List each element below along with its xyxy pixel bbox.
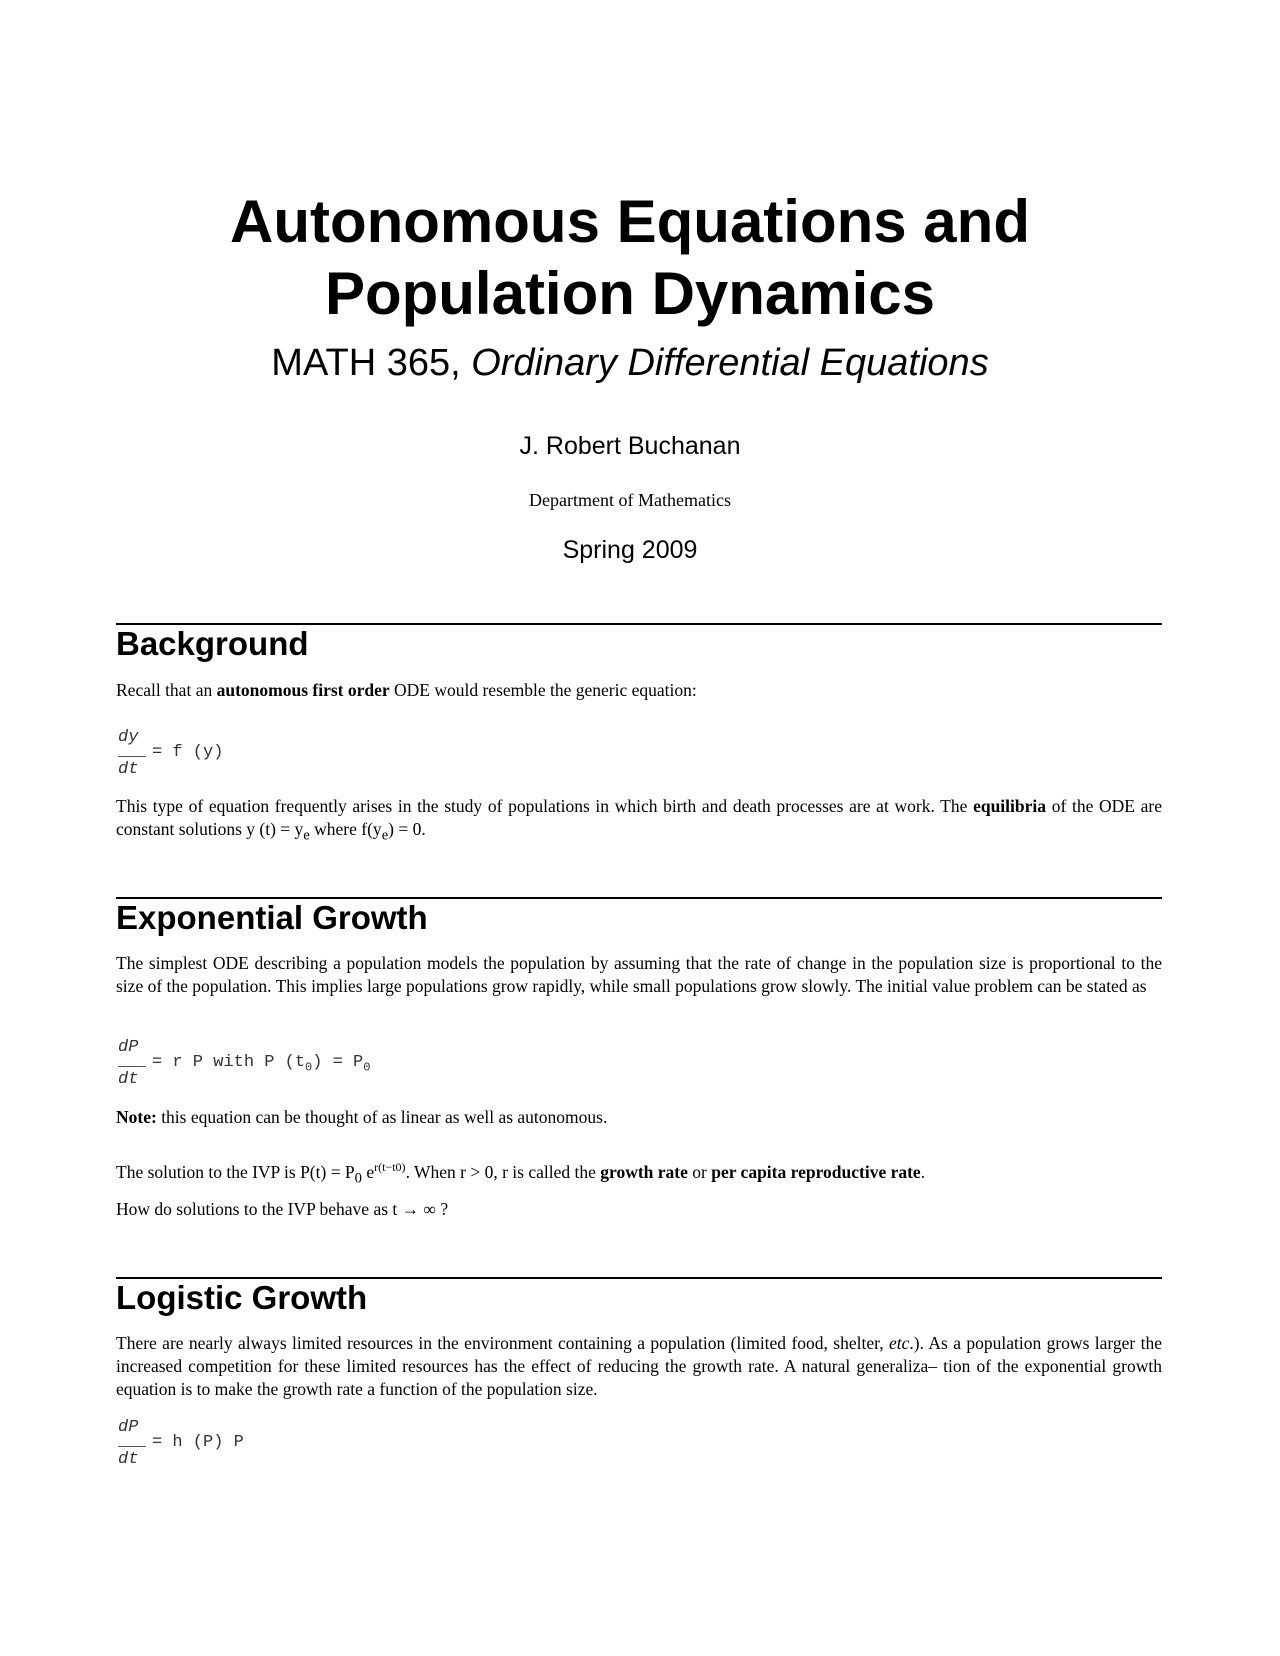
eq-numerator: dP [118,1418,139,1437]
exponential-note: Note: this equation can be thought of as linear as well as autonomous. [116,1107,608,1127]
exponential-question: How do solutions to the IVP behave as t → ∞ ? [116,1199,449,1219]
eq-rhs: = h (P) P [152,1433,244,1452]
note-label: Note: [116,1107,157,1127]
page-title [0,186,1260,330]
background-body: This type of equation frequently arises in the study of populations in which birth and death processes are at work. The equilibria of the ODE are constant solutions y $(t) = y_e$ where $f(y_e) = 0$. [116,796,1163,844]
eq-numerator: dP [118,1038,139,1057]
course-code: MATH 365, [271,342,461,384]
fraction-bar [118,1446,146,1447]
title-line-1: Autonomous Equations and [230,188,1030,255]
title-line-2: Population Dynamics [324,260,936,327]
eq-denominator: dt [118,1450,139,1469]
background-intro: Recall that an autonomous first order ODE would resemble the generic equation: [116,680,697,700]
course-name: Ordinary Differential Equations [471,342,989,384]
section-heading-background: Background [116,625,309,662]
eq-rhs: = r P with P $(t_0) = P_0$ [152,1053,371,1075]
department: Department of Mathematics [529,490,731,510]
logistic-intro: There are nearly always limited resources in the environment containing a population (limited food, shelter, etc.). As a population grows larger the increased competition for these limited resources has the effect of reducing the growth rate. A natural generaliza– tion of the exponential growth equation is to make the growth rate a function of the population size. [116,1333,1163,1399]
term: Spring 2009 [562,536,698,564]
eq-denominator: dt [118,1070,139,1089]
section-heading-logistic: Logistic Growth [116,1279,368,1316]
exponential-intro: The simplest ODE describing a population models the population by assuming that the rate of change in the population size is proportional to the size of the population. This implies large populations grow rapidly, while small populations grow slowly. The initial value problem can be stated as [116,953,1162,996]
eq-numerator: dy [118,728,139,747]
fraction-bar [118,756,146,757]
fraction-bar [118,1066,146,1067]
section-heading-exponential: Exponential Growth [116,899,428,936]
exponential-solution: The solution to the IVP is $P(t) = P_0$ $e^{r(t-t0)}$. When r > 0, r is called the growth rate or per capita reproductive rate. [116,1160,926,1187]
course-subtitle [0,342,1260,385]
author: J. Robert Buchanan [519,432,741,460]
eq-denominator: dt [118,760,139,779]
eq-rhs: = f (y) [152,743,224,762]
